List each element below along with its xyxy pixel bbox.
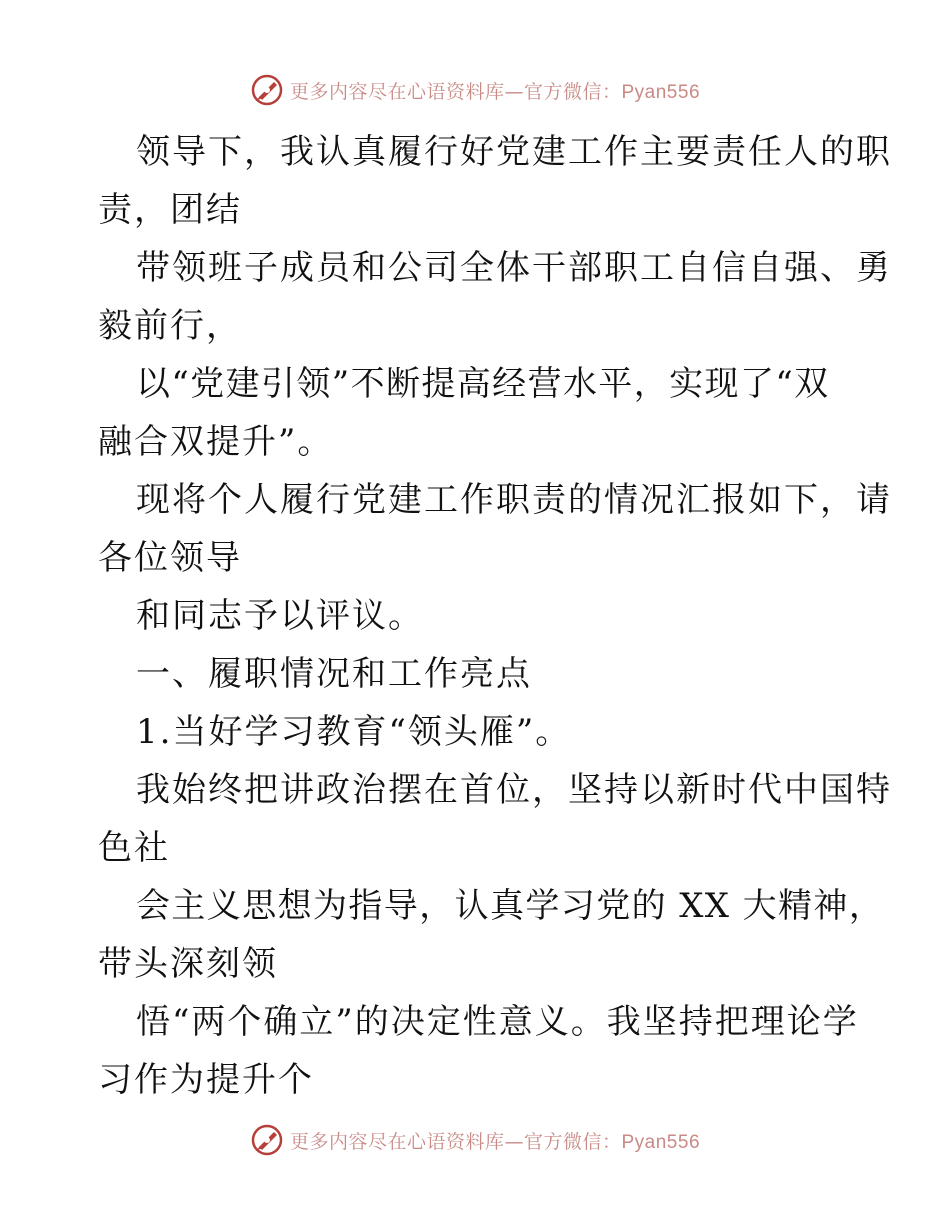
body-line: 现将个人履行党建工作职责的情况汇报如下，请 bbox=[136, 480, 892, 520]
body-line: 悟“两个确立”的决定性意义。我坚持把理论学 bbox=[136, 1002, 859, 1042]
body-line: 习作为提升个 bbox=[98, 1060, 314, 1100]
body-line: 以“党建引领”不断提高经营水平，实现了“双 bbox=[136, 364, 830, 404]
quill-pen-logo-icon bbox=[250, 73, 284, 107]
body-line: 责，团结 bbox=[98, 190, 242, 230]
body-line: 色社 bbox=[98, 828, 170, 868]
body-line: 毅前行， bbox=[98, 306, 242, 346]
watermark-group bbox=[250, 1123, 700, 1157]
body-line: 和同志予以评议。 bbox=[136, 596, 424, 636]
body-line: 我始终把讲政治摆在首位，坚持以新时代中国特 bbox=[136, 770, 892, 810]
section-heading: 一、履职情况和工作亮点 bbox=[136, 654, 532, 694]
watermark-group bbox=[250, 73, 700, 107]
quill-pen-logo-icon bbox=[250, 1123, 284, 1157]
watermark-text: 更多内容尽在心语资料库—官方微信：Pyan556 bbox=[289, 1130, 701, 1153]
watermark-text: 更多内容尽在心语资料库—官方微信：Pyan556 bbox=[289, 80, 701, 103]
body-line: 领导下，我认真履行好党建工作主要责任人的职 bbox=[136, 132, 892, 172]
body-line: 融合双提升”。 bbox=[98, 422, 334, 462]
subsection-heading: 1.当好学习教育“领头雁”。 bbox=[136, 712, 572, 752]
body-line: 带领班子成员和公司全体干部职工自信自强、勇 bbox=[136, 248, 892, 288]
header-watermark bbox=[0, 70, 950, 110]
body-line: 带头深刻领 bbox=[98, 944, 278, 984]
footer-watermark bbox=[0, 1120, 950, 1160]
body-line: 会主义思想为指导，认真学习党的 XX 大精神， bbox=[136, 886, 885, 926]
document-body bbox=[98, 123, 892, 1109]
body-line: 各位领导 bbox=[98, 538, 242, 578]
